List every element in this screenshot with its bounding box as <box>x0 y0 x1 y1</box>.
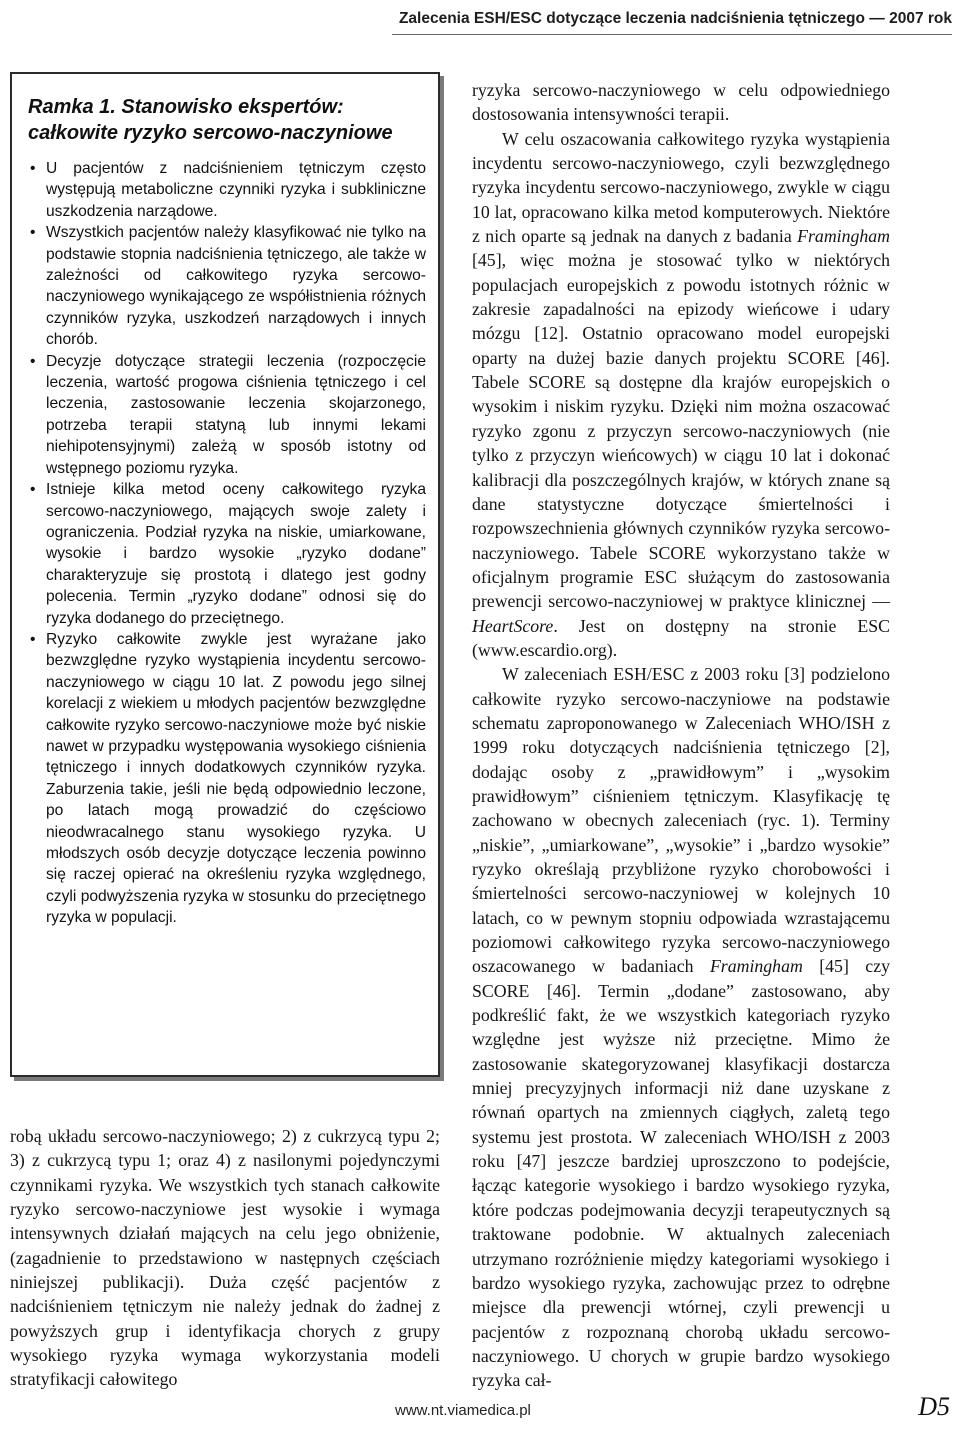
box-bullet-text: Decyzje dotyczące strategii leczenia (rozpoczęcie leczenia, wartość progowa ciśnienia tętniczego i cel leczenia, zastosowanie leczenia skojarzonego, potrzeba terapii statyną lub innymi lekami niehipotensyjnymi) zależą w sposób istotny od wstępnego poziomu ryzyka. <box>46 352 426 477</box>
box-bullet-text: Wszystkich pacjentów należy klasyfikować nie tylko na podstawie stopnia nadciśnienia tętniczego, ale także w zależności od całkowitego ryzyka sercowo-naczyniowego wynikającego ze współistnienia różnych czynników ryzyka, uszkodzeń narządowych i innych chorób. <box>46 224 426 349</box>
text-run: W celu oszacowania całkowitego ryzyka wystąpienia incydentu sercowo-naczyniowego, czyli bezwzględnego ryzyka incydentu sercowo-naczyniowego, zwykle w ciągu 10 lat, opracowano kilka metod komputerowych. Niektóre z nich oparte są jednak na danych z badania <box>472 128 890 247</box>
box-bullet-text: Ryzyko całkowite zwykle jest wyrażane jako bezwzględne ryzyko wystąpienia incydentu sercowo-naczyniowego w ciągu 10 lat. Z powodu jego silnej korelacji z wiekiem u młodych pacjentów bezwzględne całkowite ryzyko sercowo-naczyniowe może być niskie nawet w przypadku występowania wysokiego ciśnienia tętniczego i innych dodatkowych czynników ryzyka. Zaburzenia takie, jeśli nie będą odpowiednio leczone, po latach mogą prowadzić do częściowo nieodwracalnego stanu wysokiego ryzyka. U młodszych osób decyzje dotyczące leczenia powinno się raczej opierać na określeniu ryzyka względnego, czyli podwyższenia ryzyka w stosunku do przeciętnego ryzyka w populacji. <box>46 630 426 927</box>
footer-url: www.nt.viamedica.pl <box>395 1402 531 1419</box>
box-title <box>28 94 426 146</box>
right-paragraph-1: ryzyka sercowo-naczyniowego w celu odpowiedniego dostosowania intensywności terapii. <box>472 80 890 125</box>
program-name: HeartScore <box>472 615 554 636</box>
box-bullet-item <box>28 351 426 479</box>
text-run: W zaleceniach ESH/ESC z 2003 roku [3] podzielono całkowite ryzyko sercowo-naczyniowe na podstawie schematu zaproponowanego w Zaleceniach WHO/ISH z 1999 roku dotyczących nadciśnienia tętniczego [2], dodając osoby z „prawidłowym” i „wysokim prawidłowym” ciśnieniem tętniczym. Klasyfikację tę zachowano w obecnych zaleceniach (ryc. 1). Terminy „niskie”, „umiarkowane”, „wysokie” i „bardzo wysokie” ryzyko określają przybliżone ryzyko chorobowości i śmiertelności sercowo-naczyniowej w kolejnych 10 latach, co w pewnym stopniu odpowiada wzrastającemu poziomowi całkowitego ryzyka sercowo-naczyniowego oszacowanego w badaniach <box>472 664 890 977</box>
text-run: [45], więc można je stosować tylko w niektórych populacjach europejskich z powodu istotnych różnic w zakresie zapadalności na epizody wieńcowe i udary mózgu [12]. Ostatnio opracowano model europejski oparty na dużej bazie danych projektu SCORE [46]. Tabele SCORE są dostępne dla krajów europejskich o wysokim i niskim ryzyku. Dzięki nim można oszacować ryzyko zgonu z przyczyn sercowo-naczyniowych (nie tylko z przyczyn wieńcowych) w ciągu 10 lat i dokonać kalibracji dla poszczególnych krajów, w których znane są dane statystyczne dotyczące śmiertelności i rozpowszechnienia głównych czynników ryzyka sercowo-naczyniowego. Tabele SCORE wykorzystano także w oficjalnym programie ESC służącym do zastosowania prewencji sercowo-naczyniowej w praktyce klinicznej — <box>472 250 890 612</box>
text-run: . Jest on dostępny na stronie ESC (www.escardio.org). <box>472 615 890 660</box>
bullet-icon: • <box>30 630 36 648</box>
box-bullet-item <box>28 479 426 629</box>
box-bullet-item <box>28 222 426 350</box>
right-column-text <box>472 78 890 1393</box>
bullet-icon: • <box>30 160 36 177</box>
box-bullet-list <box>28 158 426 929</box>
bullet-icon: • <box>30 352 36 370</box>
running-title: Zalecenia ESH/ESC dotyczące leczenia nadciśnienia tętniczego — 2007 rok <box>392 4 952 35</box>
bullet-icon: • <box>30 481 36 499</box>
right-paragraph-3 <box>472 662 890 1392</box>
study-name: Framingham <box>797 226 890 247</box>
box-title-line2: całkowite ryzyko sercowo-naczyniowe <box>28 122 393 144</box>
study-name: Framingham <box>709 956 803 977</box>
page-number: D5 <box>918 1392 950 1421</box>
left-paragraph: robą układu sercowo-naczyniowego; 2) z cukrzycą typu 2; 3) z cukrzycą typu 1; oraz 4) z nasilonymi pojedynczymi czynnikami ryzyka. We wszystkich tych stanach całkowite ryzyko sercowo-naczyniowe jest wysokie i wymaga intensywnych działań mających na celu jego obniżenie, (zagadnienie to przedstawiono w następnych częściach niniejszej publikacji). Duża część pacjentów z nadciśnieniem tętniczym nie należy jednak do żadnej z powyższych grup i identyfikacja chorych z grupy wysokiego ryzyka wymaga wykorzystania modeli stratyfikacji całowitego <box>10 1126 440 1390</box>
box-bullet-item <box>28 629 426 929</box>
bullet-icon: • <box>30 224 36 242</box>
box-bullet-item <box>28 158 426 222</box>
box-bullet-text: U pacjentów z nadciśnieniem tętniczym często występują metaboliczne czynniki ryzyka i subkliniczne uszkodzenia narządowe. <box>46 160 426 220</box>
expert-statement-box <box>10 72 440 1077</box>
left-column-text <box>10 1124 440 1392</box>
text-run: [45] czy SCORE [46]. Termin „dodane” zastosowano, aby podkreślić fakt, że we wszystkich kategoriach ryzyko względne jest wyższe niż przeciętne. Mimo że zastosowanie skategoryzowanej klasyfikacji dostarcza mniej precyzyjnych informacji niż dane uzyskane z równań opartych na zmiennych ciągłych, zaletą tego systemu jest prostota. W zaleceniach WHO/ISH z 2003 roku [47] jeszcze bardziej uproszczono to podejście, łącząc kategorie wysokiego i bardzo wysokiego ryzyka, które podczas podejmowania decyzji terapeutycznych są traktowane podobnie. W aktualnych zaleceniach utrzymano rozróżnienie między kategoriami wysokiego i bardzo wysokiego ryzyka, zachowując przez to odrębne miejsce dla prewencji wtórnej, czyli prewencji u pacjentów z rozpoznaną chorobą układu sercowo-naczyniowego. U chorych w grupie bardzo wysokiego ryzyka cał- <box>472 956 890 1391</box>
box-title-line1: Ramka 1. Stanowisko ekspertów: <box>28 96 344 118</box>
box-bullet-text: Istnieje kilka metod oceny całkowitego ryzyka sercowo-naczyniowego, mających swoje zalety i ograniczenia. Podział ryzyka na niskie, umiarkowane, wysokie i bardzo wysokie „ryzyko dodane” charakteryzuje się prostotą i dlatego jest godny polecenia. Termin „ryzyko dodane” odnosi się do ryzyka dodanego do przeciętnego. <box>46 481 426 627</box>
right-paragraph-2 <box>472 127 890 663</box>
